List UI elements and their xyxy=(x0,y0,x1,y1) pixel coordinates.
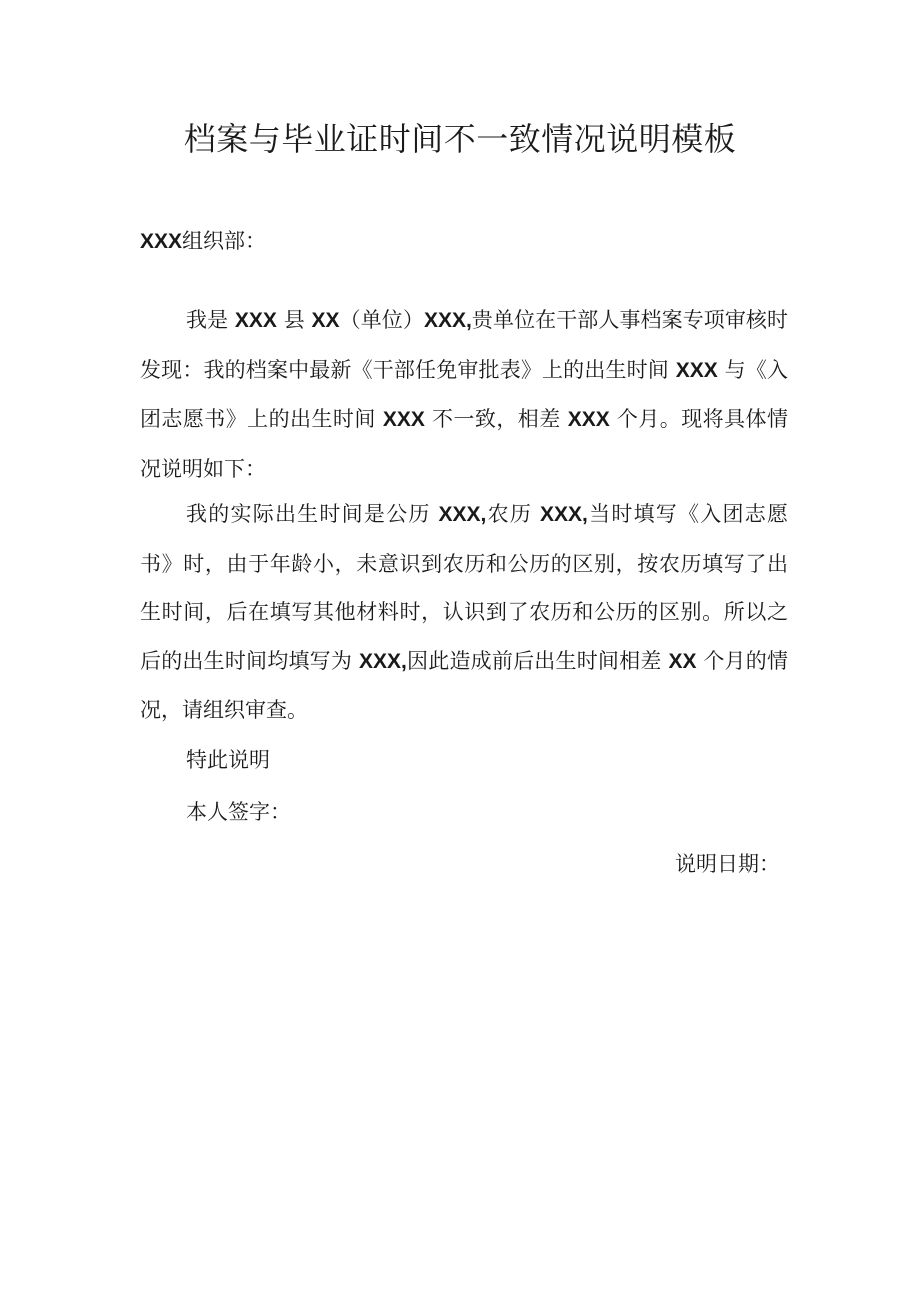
body-paragraph-2 xyxy=(140,490,788,735)
paragraph-1-placeholder: XXX xyxy=(382,408,425,431)
paragraph-2-text: 个月的情况，请组织审查。 xyxy=(140,648,788,722)
salutation-text: 组织部： xyxy=(182,229,267,253)
paragraph-2-text: 我的实际出生时间是公历 xyxy=(186,502,439,526)
document-title: 档案与毕业证时间不一致情况说明模板 xyxy=(183,120,737,158)
body-paragraph-1 xyxy=(140,296,788,493)
paragraph-1-placeholder: XX xyxy=(311,309,340,332)
paragraph-1-placeholder: XXX xyxy=(234,309,277,332)
date-label: 说明日期： xyxy=(675,852,780,876)
paragraph-1-text: 我是 xyxy=(186,308,235,332)
salutation-placeholder: XXX xyxy=(140,230,183,253)
paragraph-2-placeholder: XXX, xyxy=(438,503,487,526)
paragraph-1-placeholder: XXX xyxy=(567,408,610,431)
paragraph-2-placeholder: XXX, xyxy=(540,503,588,526)
paragraph-2-text: 因此造成前后出生时间相差 xyxy=(406,648,669,673)
signature-label: 本人签字： xyxy=(186,800,291,824)
paragraph-1-text: 县 xyxy=(276,308,312,332)
paragraph-1-text: 不一致，相差 xyxy=(424,407,568,431)
paragraph-2-placeholder: XX xyxy=(668,649,697,673)
paragraph-2-text: 当时填写《入团志愿书》时，由于年龄小，未意识到农历和公历的区别，按农历填写了出生时间，后在填写其他材料时，认识到了农历和公历的区别。所以之后的出生时间均填写为 xyxy=(140,502,788,673)
paragraph-1-placeholder: XXX, xyxy=(423,309,472,332)
paragraph-2-text: 农历 xyxy=(486,502,540,526)
paragraph-1-text: （单位） xyxy=(339,308,424,332)
closing-line: 特此说明 xyxy=(186,748,270,772)
paragraph-1-text: 个月。现将具体情况说明如下： xyxy=(140,407,788,481)
paragraph-1-placeholder: XXX xyxy=(675,358,718,382)
salutation xyxy=(140,226,266,257)
paragraph-2-placeholder: XXX, xyxy=(358,649,407,673)
paragraph-1-text: 贵单位在干部人事档案专项审核时发现：我的档案中最新《干部任免审批表》上的出生时间 xyxy=(140,308,789,382)
paragraph-1-text: 与《入团志愿书》上的出生时间 xyxy=(140,357,788,431)
